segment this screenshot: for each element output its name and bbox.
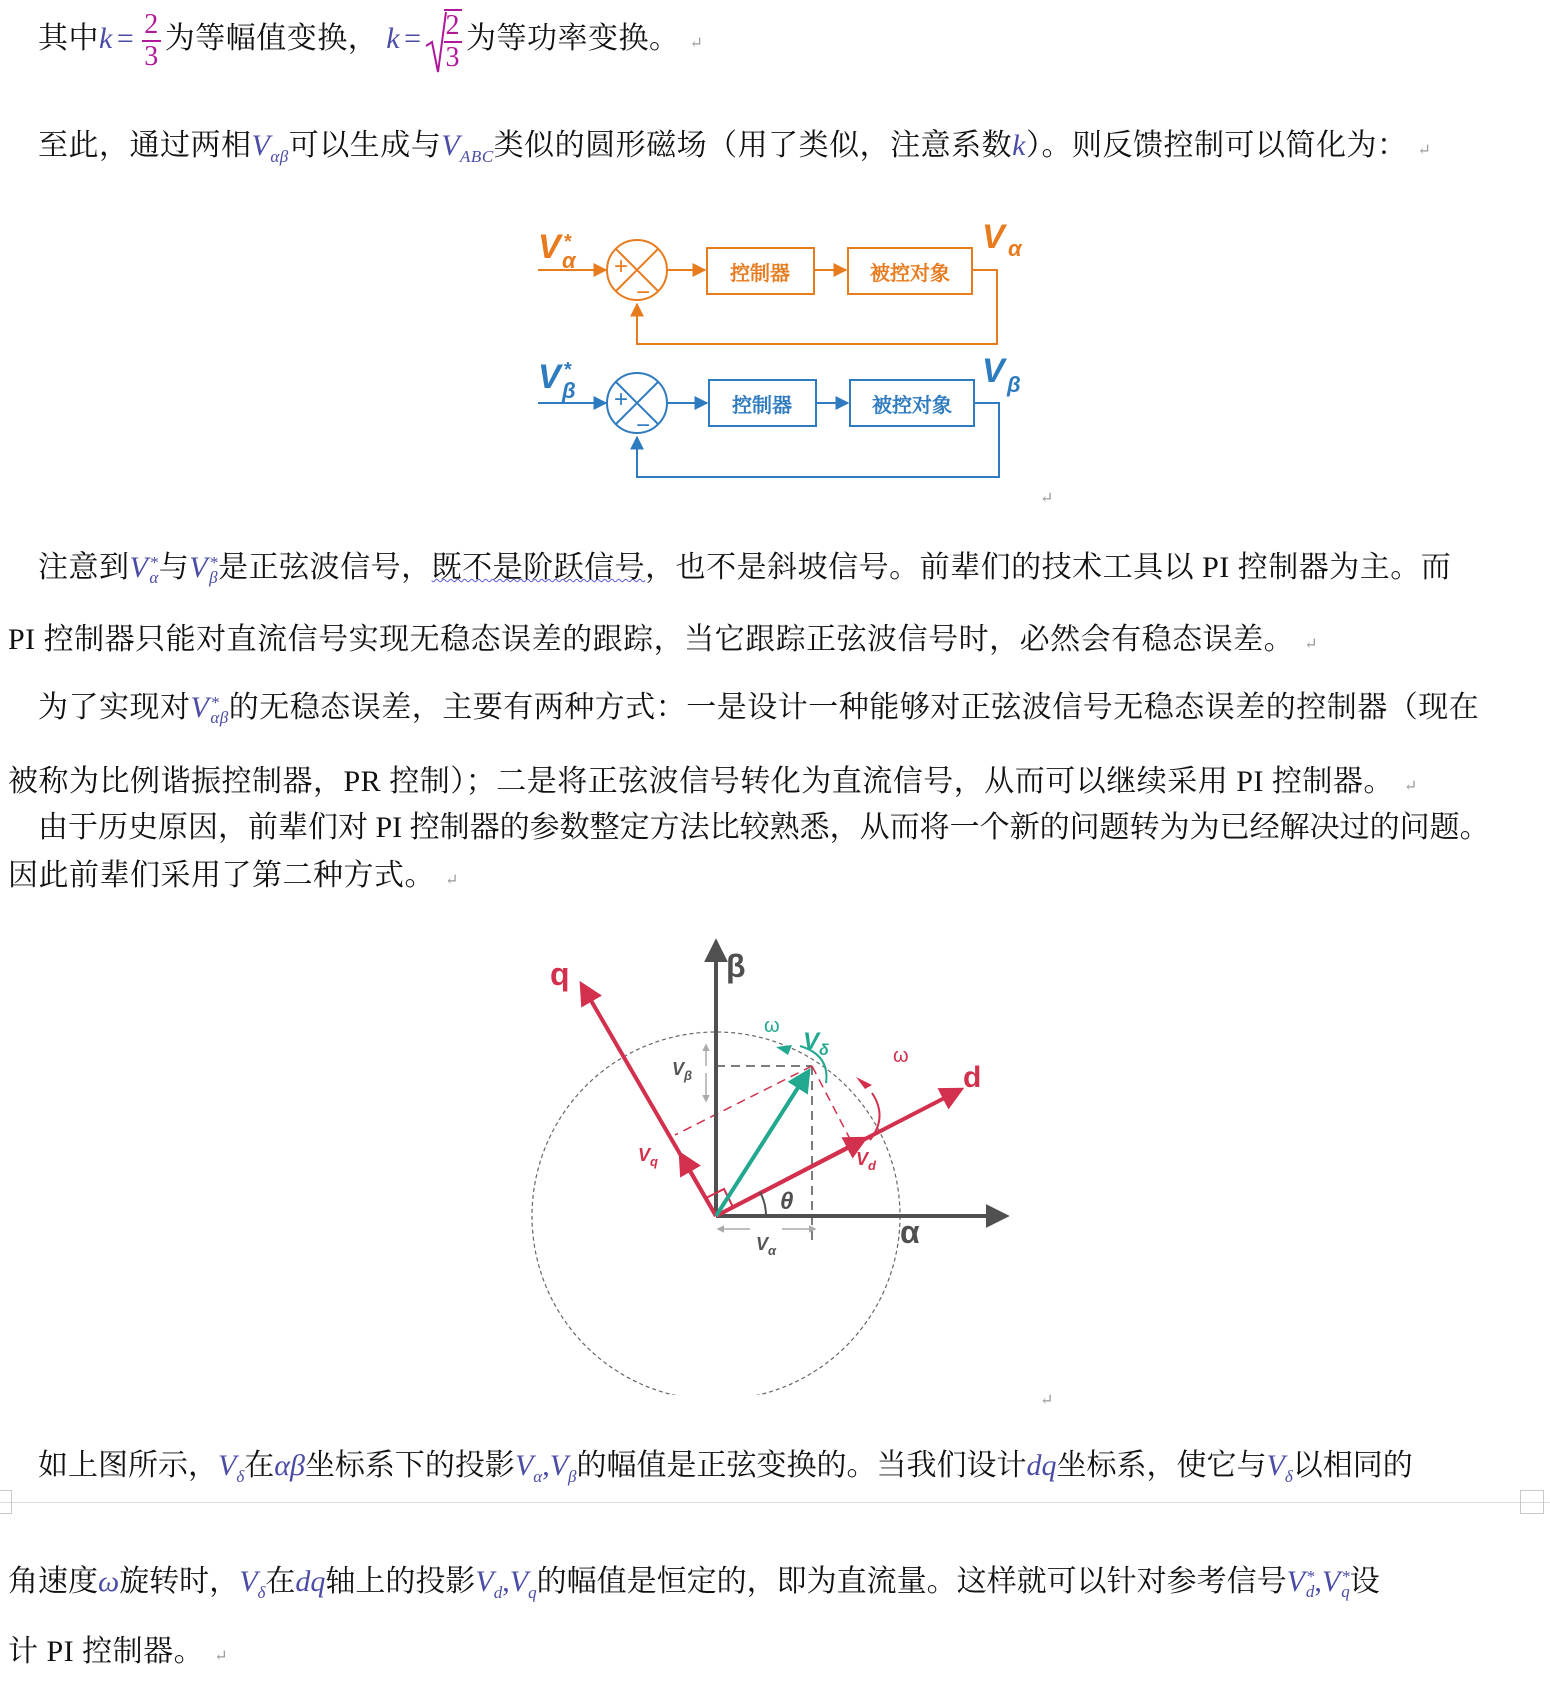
v-q-label	[638, 1145, 658, 1169]
math-v: V	[129, 551, 149, 584]
paragraph-mark-icon: ↵	[689, 35, 704, 52]
text: 因此前辈们采用了第二种方式。	[8, 859, 435, 892]
math-v-delta	[239, 1565, 266, 1602]
text: 坐标系，使它与	[1056, 1449, 1267, 1482]
math-sub: d	[1305, 1582, 1315, 1602]
omega-label-red: ω	[893, 1045, 909, 1067]
omega-label-green: ω	[764, 1015, 780, 1037]
math-vd-vq	[475, 1565, 537, 1602]
comma: ,	[502, 1565, 510, 1598]
paragraph-second-method	[8, 856, 459, 901]
label-v: V	[638, 1145, 651, 1165]
fraction-denominator: 3	[144, 41, 159, 73]
math-v-delta	[1266, 1449, 1293, 1486]
paragraph-mark-icon: ↵	[1040, 1392, 1054, 1409]
minus-sign: −	[636, 412, 651, 439]
math-sub: αβ	[210, 708, 229, 728]
plus-sign: +	[614, 253, 629, 280]
text: 是正弦波信号，	[218, 551, 432, 584]
beta-input-sub: β	[562, 378, 576, 403]
paragraph-mark-icon: ↵	[1403, 778, 1418, 795]
math-dq: dq	[1026, 1449, 1057, 1482]
math-sub: α	[533, 1467, 543, 1486]
text: 的幅值是正弦变换的。当我们设计	[576, 1449, 1027, 1482]
text: 为等功率变换。	[466, 22, 680, 55]
math-v-beta-star	[189, 551, 219, 588]
math-v: V	[218, 1449, 237, 1482]
fraction-numerator: 2	[144, 9, 159, 41]
paragraph-history	[38, 808, 1490, 848]
math-sub: β	[568, 1467, 577, 1486]
text: PI 控制器只能对直流信号实现无稳态误差的跟踪，当它跟踪正弦波信号时，必然会有稳态误差。	[8, 623, 1295, 656]
math-sub: αβ	[270, 147, 289, 166]
text: 轴上的投影	[325, 1565, 476, 1598]
v-d-label	[856, 1149, 877, 1173]
beta-axis-label: β	[726, 948, 746, 984]
paragraph-two-methods	[38, 688, 1479, 728]
math-v: V	[441, 129, 461, 162]
math-v: V	[190, 691, 210, 724]
math-vd-vq-star	[1286, 1565, 1350, 1602]
math-sup: *	[1341, 1567, 1350, 1587]
fraction-two-thirds-radicand	[444, 9, 463, 73]
math-v-alphabeta-star	[190, 691, 229, 728]
spellcheck-underlined-text: 既不是阶跃信号	[431, 551, 646, 584]
label-sub: δ	[819, 1042, 829, 1059]
paragraph-pi-limitation	[8, 620, 1318, 665]
minus-sign: −	[636, 279, 651, 306]
alpha-output-label: V	[982, 220, 1005, 256]
alpha-output-sub: α	[1008, 236, 1022, 261]
text: 在	[265, 1565, 296, 1598]
math-sub: ABC	[460, 147, 494, 166]
text: 的无稳态误差，主要有两种方式：一是设计一种能够对正弦波信号无稳态误差的控制器（现在	[228, 691, 1480, 724]
text: 被称为比例谐振控制器，PR 控制）；二是将正弦波信号转化为直流信号，从而可以继续采用 PI 控制器。	[8, 765, 1394, 798]
math-v: V	[549, 1449, 569, 1482]
v-beta-label	[672, 1059, 692, 1083]
math-dq: dq	[295, 1565, 326, 1598]
q-axis-label: q	[550, 956, 570, 992]
text: 其中	[38, 22, 99, 55]
math-sup: *	[209, 553, 219, 573]
label-v: V	[538, 228, 561, 266]
paragraph-mark-icon: ↵	[1417, 142, 1432, 159]
alpha-input-label	[538, 228, 564, 266]
supsub	[209, 553, 219, 588]
math-sub: δ	[1284, 1467, 1293, 1486]
beta-output-sub: β	[1007, 372, 1021, 397]
feedback-block-diagram	[530, 220, 1050, 510]
paragraph-mark-icon: ↵	[1304, 636, 1319, 653]
math-v-alphabeta	[251, 129, 289, 166]
text: 为了实现对	[38, 691, 191, 724]
math-sup: *	[1305, 1567, 1315, 1587]
label-sub: α	[768, 1243, 777, 1258]
beta-control-loop	[538, 373, 999, 477]
plus-sign: +	[614, 386, 629, 413]
math-v: V	[239, 1565, 258, 1598]
paragraph-mark-icon: ↵	[1040, 490, 1054, 507]
beta-controller-label: 控制器	[732, 395, 792, 417]
text: 类似的圆形磁场（用了类似，注意系数	[493, 129, 1013, 162]
text: 与	[158, 551, 190, 584]
text: 的幅值是恒定的，即为直流量。这样就可以针对参考信号	[536, 1565, 1287, 1598]
fraction-denominator: 3	[445, 42, 460, 74]
theta-label: θ	[780, 1188, 794, 1215]
equation-line-transform	[38, 8, 704, 74]
math-v-alpha-star	[129, 551, 159, 588]
text: 至此，通过两相	[38, 129, 252, 162]
math-v: V	[509, 1565, 529, 1598]
v-delta-label	[803, 1028, 829, 1059]
label-v: V	[856, 1149, 869, 1169]
alpha-plant-label: 被控对象	[870, 263, 950, 285]
supsub	[1341, 1567, 1350, 1602]
text: 旋转时，	[119, 1565, 240, 1598]
d-axis-label: d	[963, 1061, 982, 1094]
text: 为等幅值变换，	[164, 22, 379, 55]
paragraph-sinusoid-note	[38, 548, 1451, 588]
page-corner-marker	[0, 1490, 12, 1514]
alpha-input-sup: *	[564, 231, 572, 253]
page-break-line	[0, 1502, 1550, 1503]
page-corner-marker	[1520, 1490, 1544, 1514]
paragraph-design-pi	[8, 1632, 228, 1677]
math-v: V	[189, 551, 209, 584]
text: 以相同的	[1292, 1449, 1413, 1482]
paragraph-mark-icon: ↵	[214, 1648, 229, 1665]
math-v: V	[251, 129, 271, 162]
beta-input-sup: *	[564, 359, 572, 381]
label-sub: d	[868, 1158, 876, 1173]
text: ，也不是斜坡信号。前辈们的技术工具以 PI 控制器为主。而	[645, 551, 1452, 584]
theta-arc	[760, 1192, 766, 1216]
label-sub: β	[684, 1068, 693, 1083]
paragraph-mark-icon: ↵	[445, 872, 459, 889]
text: 角速度	[8, 1565, 98, 1598]
beta-input-label: V	[538, 358, 561, 396]
paragraph-alpha-beta	[38, 126, 1431, 177]
label-v: V	[672, 1059, 685, 1079]
label-v: V	[756, 1234, 769, 1254]
math-v: V	[1266, 1449, 1285, 1482]
text: 可以生成与	[288, 129, 442, 162]
math-v-delta	[218, 1449, 245, 1486]
supsub	[210, 693, 229, 728]
comma: ,	[1314, 1565, 1322, 1598]
math-sup: *	[149, 553, 159, 573]
math-alphabeta: αβ	[274, 1449, 305, 1482]
fraction-two-thirds	[142, 10, 161, 72]
math-sub: δ	[257, 1583, 266, 1602]
paragraph-pr-control	[8, 762, 1418, 807]
paragraph-dq-rotation	[8, 1562, 1380, 1613]
beta-output-label: V	[982, 352, 1005, 390]
text: 计 PI 控制器。	[8, 1635, 205, 1668]
math-v: V	[514, 1449, 534, 1482]
math-omega: ω	[98, 1565, 120, 1598]
text: 设	[1349, 1565, 1380, 1598]
math-equals: =	[404, 22, 422, 55]
comma: ,	[542, 1449, 550, 1482]
text: ）。则反馈控制可以简化为：	[1025, 129, 1408, 162]
vq-vector	[681, 1155, 716, 1216]
math-k: k	[386, 22, 401, 55]
text: 注意到	[38, 551, 130, 584]
math-sub: α	[149, 568, 159, 588]
beta-plant-label: 被控对象	[872, 395, 952, 417]
label-v: V	[803, 1028, 820, 1055]
math-v: V	[1286, 1565, 1305, 1598]
text: 在	[244, 1449, 275, 1482]
math-sub: q	[528, 1583, 537, 1602]
dq-vector-diagram	[520, 925, 1020, 1395]
label-sub: q	[650, 1154, 658, 1169]
math-sub: d	[493, 1583, 503, 1602]
math-k: k	[99, 22, 113, 55]
math-k: k	[1012, 129, 1026, 162]
math-sub: β	[209, 568, 219, 588]
text: 坐标系下的投影	[304, 1449, 515, 1482]
alpha-control-loop	[538, 240, 997, 344]
math-v-alpha-v-beta	[514, 1449, 577, 1486]
alpha-input-sub: α	[562, 248, 576, 273]
text: 如上图所示，	[38, 1449, 218, 1482]
alpha-axis-label: α	[900, 1214, 920, 1250]
math-sub: q	[1341, 1582, 1350, 1602]
math-v-abc	[441, 129, 494, 166]
math-equals: =	[116, 22, 135, 55]
paragraph-projection	[38, 1446, 1413, 1497]
text: 由于历史原因，前辈们对 PI 控制器的参数整定方法比较熟悉，从而将一个新的问题转为为已经解决过的问题。	[38, 811, 1490, 844]
math-sub: δ	[236, 1467, 245, 1486]
math-sup: *	[210, 693, 220, 713]
alpha-controller-label: 控制器	[730, 263, 790, 285]
math-v: V	[475, 1565, 494, 1598]
v-alpha-label	[756, 1234, 777, 1258]
math-v: V	[1321, 1565, 1341, 1598]
fraction-numerator: 2	[445, 10, 460, 42]
supsub	[149, 553, 159, 588]
